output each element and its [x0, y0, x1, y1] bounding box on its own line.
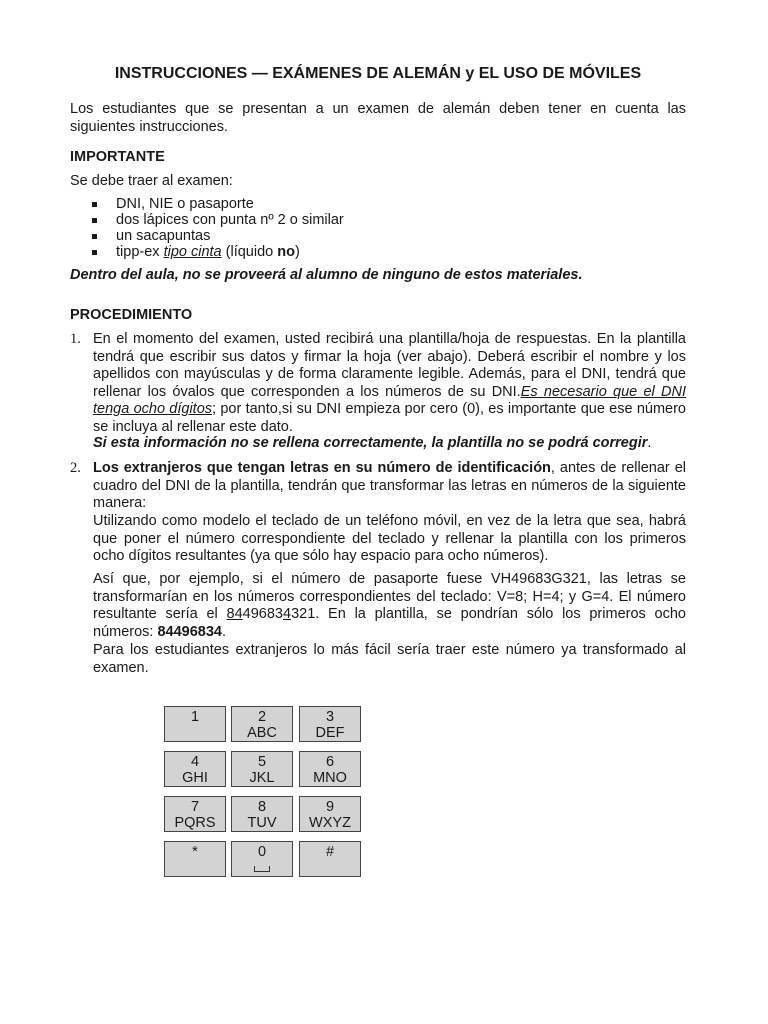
example-underline: 4 — [282, 606, 292, 622]
key-letters: GHI — [182, 770, 208, 786]
keypad-key-star — [164, 841, 226, 877]
keypad-key-0 — [231, 841, 293, 877]
step1-text: En el momento del examen, usted recibirá una plantilla/hoja de respuestas. En la plantilla tendrá que escribir sus datos y firmar la hoja (ver abajo). Deberá escribir el nombre y los apellidos con mayúsculas y de forma claramente legible. Además, para el DNI, tendrá que rellenar los óvalos que corresponden a los números de su DNI. — [93, 331, 686, 400]
key-letters: JKL — [249, 770, 275, 786]
list-item-text: tipp-ex — [116, 244, 164, 260]
list-item-bold: no — [277, 244, 295, 260]
key-digit: 8 — [257, 799, 267, 815]
list-item — [70, 196, 344, 212]
section-heading-importante: IMPORTANTE — [70, 149, 165, 165]
step2-paragraph — [93, 460, 686, 513]
key-digit: 5 — [257, 754, 267, 770]
keypad-key-4 — [164, 751, 226, 787]
list-item-emphasis: tipo cinta — [163, 244, 222, 260]
key-letters: DEF — [315, 725, 345, 741]
key-letters: MNO — [313, 770, 347, 786]
key-digit: 9 — [325, 799, 335, 815]
keypad-key-2 — [231, 706, 293, 742]
keypad-key-1 — [164, 706, 226, 742]
step2-keypad-paragraph: Utilizando como modelo el teclado de un teléfono móvil, en vez de la letra que sea, habrá que poner el número correspondiente del teclado y rellenar la plantilla con los primeros ocho dígitos resultantes (ya que sólo hay espacio para ocho números). — [93, 513, 686, 564]
materials-lead: Se debe traer al examen: — [70, 173, 233, 189]
key-digit: # — [325, 844, 335, 860]
list-item-text: (líquido — [221, 244, 278, 260]
step1-paragraph — [93, 331, 686, 436]
bullet-icon — [92, 202, 97, 207]
keypad-key-6 — [299, 751, 361, 787]
key-letters: PQRS — [174, 815, 216, 831]
bullet-icon — [92, 234, 97, 239]
list-item — [70, 212, 344, 228]
keypad-key-9 — [299, 796, 361, 832]
keypad-key-5 — [231, 751, 293, 787]
materials-list — [70, 196, 344, 260]
key-digit: 6 — [325, 754, 335, 770]
step2-example-paragraph — [93, 571, 686, 641]
step1-note-end: . — [647, 435, 652, 451]
step1-emphasis: Es necesario que el DNI tenga ocho dígitos — [93, 383, 686, 417]
intro-paragraph: Los estudiantes que se presentan a un examen de alemán deben tener en cuenta las siguientes instrucciones. — [70, 101, 686, 135]
materials-warning: Dentro del aula, no se proveerá al alumno de ninguno de estos materiales. — [70, 267, 583, 283]
step1-text-end: ; por tanto,si su DNI empieza por cero (0), es importante que ese número se incluya al rellenar este dato. — [93, 401, 686, 435]
space-icon — [254, 866, 270, 872]
key-letters: WXYZ — [309, 815, 351, 831]
bullet-icon — [92, 250, 97, 255]
phone-keypad — [164, 706, 364, 882]
example-text: 49683 — [242, 606, 283, 622]
example-result: 84496834 — [157, 623, 222, 640]
key-digit: 4 — [190, 754, 200, 770]
key-digit: 1 — [190, 709, 200, 725]
keypad-key-3 — [299, 706, 361, 742]
keypad-key-7 — [164, 796, 226, 832]
list-item — [70, 228, 344, 244]
bullet-icon — [92, 218, 97, 223]
key-letters: ABC — [247, 725, 277, 741]
example-underline: 84 — [226, 606, 243, 622]
keypad-key-8 — [231, 796, 293, 832]
list-item-text: ) — [294, 244, 300, 260]
example-text: . — [222, 623, 227, 640]
key-digit: 2 — [257, 709, 267, 725]
key-digit: * — [192, 844, 198, 860]
list-item-text: DNI, NIE o pasaporte — [116, 196, 254, 212]
key-letters: TUV — [247, 815, 277, 831]
document-title: INSTRUCCIONES — EXÁMENES DE ALEMÁN y EL USO DE MÓVILES — [114, 65, 642, 82]
step1-note-text: Si esta información no se rellena correctamente, la plantilla no se podrá corregir — [93, 435, 648, 451]
example-text: 321. En la plantilla, se pondrían sólo los primeros ocho números: — [93, 606, 686, 640]
step2-bold: Los extranjeros que tengan letras en su número de identificación — [93, 460, 551, 476]
list-item-text: dos lápices con punta nº 2 o similar — [116, 212, 344, 228]
list-item-text: un sacapuntas — [116, 228, 211, 244]
keypad-key-hash — [299, 841, 361, 877]
example-text: Así que, por ejemplo, si el número de pasaporte fuese VH49683G321, las letras se transformarían en los números correspondientes del teclado: V=8; H=4; y G=4. El número resultante sería el — [93, 571, 686, 622]
step2-text: , antes de rellenar el cuadro del DNI de la plantilla, tendrán que transformar las letras en números de la siguiente manera: — [93, 460, 686, 511]
list-item — [70, 244, 344, 260]
step1-note — [93, 435, 686, 453]
key-digit: 7 — [190, 799, 200, 815]
step-number: 1. — [70, 331, 81, 347]
step2-final-paragraph: Para los estudiantes extranjeros lo más fácil sería traer este número ya transformado al examen. — [93, 642, 686, 676]
section-heading-procedimiento: PROCEDIMIENTO — [70, 307, 193, 323]
key-digit: 3 — [325, 709, 335, 725]
step-number: 2. — [70, 460, 81, 476]
key-digit: 0 — [257, 844, 267, 860]
